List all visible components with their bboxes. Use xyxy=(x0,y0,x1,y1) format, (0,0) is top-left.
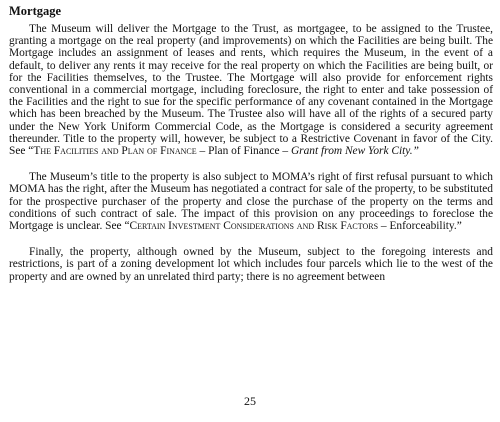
paragraph-zoning-lot-text: Finally, the property, although owned by the Museum, subject to the foregoing interests and restrictions, is part of a zoning development lot which includes four parcels which lie to the west of the property and are owned by an unrelated third party; there is no agreement between xyxy=(9,246,493,283)
paragraph-mortgage-terms-text: The Museum will deliver the Mortgage to the Trust, as mortgagee, to be assigned to the Trustee, granting a mortgage on the real property (and improvements) on which the Facilities are being built. The Mortgage includes an assignment of leases and rents, which requires the Museum, in the event of a default, to deliver any rents it may receive for the real property on which the Facilities are being built, or for the Facilities themselves, to the Trustee. The Mortgage will also provide for enforcement rights conventional in a commercial mortgage, including foreclosure, the right to enter and take possession of the Facilities and the right to sue for the specific performance of any covenant contained in the Mortgage which has been breached by the Museum. The Trustee also will have all of the rights of a secured party under the New York Uniform Commercial Code, as the Mortgage is considered a security agreement thereunder. Title to the property will, however, be subject to a Restrictive Covenant in favor of the City. See “ xyxy=(9,23,493,158)
cross-reference-separator: – Plan of Finance – xyxy=(196,145,291,158)
cross-reference-grant: Grant from New York City.” xyxy=(290,145,419,158)
cross-reference-risk-factors: Certain Investment Considerations and Risk Factors xyxy=(129,220,379,233)
cross-reference-facilities: The Facilities and Plan of Finance xyxy=(33,145,197,158)
paragraph-moma-right xyxy=(9,171,493,232)
paragraph-zoning-lot xyxy=(9,246,493,283)
cross-reference-enforceability: – Enforceability.” xyxy=(378,220,462,233)
document-page xyxy=(9,4,493,283)
paragraph-moma-right-text: The Museum’s title to the property is also subject to MOMA’s right of first refusal pursuant to which MOMA has the right, after the Museum has negotiated a contract for sale of the property, to be substituted for the prospective purchaser of the property and close the purchase of the property on the terms and conditions of such contract of sale. The impact of this provision on any proceedings to foreclose the Mortgage is unclear. See “ xyxy=(9,171,493,233)
section-heading: Mortgage xyxy=(9,4,62,18)
paragraph-mortgage-terms xyxy=(9,23,493,157)
page-number: 25 xyxy=(244,394,256,408)
